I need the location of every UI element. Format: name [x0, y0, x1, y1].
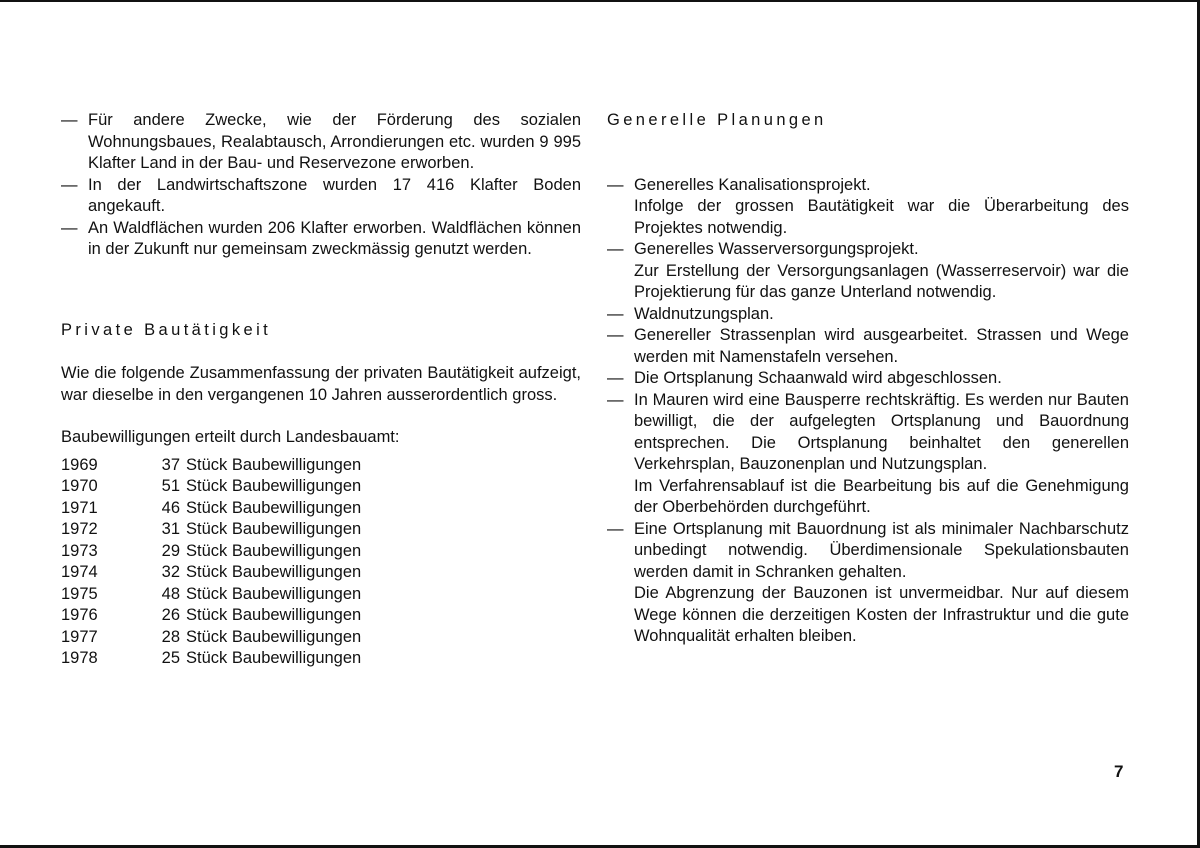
permit-year: 1970 [61, 477, 98, 495]
table-row [61, 455, 361, 477]
permit-year: 1978 [61, 649, 98, 667]
dash-bullet-marker: — [61, 175, 78, 194]
table-row [61, 584, 361, 606]
list-item-text: In der Landwirtschaftszone wurden 17 416 Klafter Boden angekauft. [88, 175, 581, 215]
list-item [607, 368, 1129, 390]
permit-count: 32 [161, 563, 180, 581]
permit-unit: Stück Baubewilligungen [186, 520, 362, 538]
right-column [607, 110, 1129, 648]
intro-paragraph: Wie die folgende Zusammenfassung der privaten Bautätigkeit aufzeigt, war dieselbe in den vergangenen 10 Jahren ausserordentlich gross. [61, 364, 581, 404]
list-item-text: Generelles Kanalisationsprojekt. [634, 175, 871, 194]
permit-count: 37 [161, 455, 180, 474]
page-number: 7 [1114, 762, 1124, 781]
permit-unit: Stück Baubewilligungen [186, 541, 362, 560]
permit-year: 1969 [61, 455, 98, 474]
list-item-text: Für andere Zwecke, wie der Förderung des sozialen Wohnungsbaues, Realabtausch, Arrondierungen etc. wurden 9 995 Klafter Land in der Bau- und Reservezone erworben. [88, 111, 581, 172]
permit-year: 1975 [61, 584, 98, 603]
list-item-text: Generelles Wasserversorgungsprojekt. [634, 240, 919, 258]
permit-count: 26 [161, 606, 180, 624]
list-item-text: Infolge der grossen Bautätigkeit war die Überarbeitung des Projektes notwendig. [634, 197, 1129, 237]
list-item [607, 175, 1129, 240]
list-item [607, 519, 1129, 648]
permit-year: 1971 [61, 498, 98, 517]
permit-count: 28 [161, 627, 180, 646]
permit-count: 29 [161, 541, 180, 560]
permit-unit: Stück Baubewilligungen [186, 477, 362, 495]
list-item-text: In Mauren wird eine Bausperre rechtskräftig. Es werden nur Bauten bewilligt, die der aufgelegten Ortsplanung und Bauordnung entsprechen. Die Ortsplanung beinhaltet den generellen Verkehrsplan, Bauzonenplan und Nutzungsplan. [634, 390, 1129, 473]
list-item [61, 218, 581, 261]
list-item-text: Im Verfahrensablauf ist die Bearbeitung bis auf die Genehmigung der Oberbehörden durchgeführt. [634, 476, 1129, 516]
section-heading-private-bautaetigkeit: Private Bautätigkeit [61, 320, 272, 339]
list-item [61, 110, 581, 175]
table-row [61, 498, 361, 520]
permit-count: 46 [161, 498, 180, 517]
list-item-text: Zur Erstellung der Versorgungsanlagen (Wasserreservoir) war die Projektierung für das ganze Unterland notwendig. [634, 261, 1129, 301]
dash-bullet-marker: — [61, 111, 78, 129]
table-row [61, 519, 361, 541]
list-item-text: Genereller Strassenplan wird ausgearbeitet. Strassen und Wege werden mit Namenstafeln versehen. [634, 326, 1129, 366]
permit-year: 1974 [61, 563, 98, 581]
dash-bullet-marker: — [607, 369, 624, 387]
permit-unit: Stück Baubewilligungen [186, 455, 362, 474]
permit-unit: Stück Baubewilligungen [186, 584, 362, 603]
permit-year: 1973 [61, 541, 98, 560]
dash-bullet-marker: — [607, 519, 624, 538]
permit-year: 1972 [61, 520, 98, 538]
list-item-text: Eine Ortsplanung mit Bauordnung ist als minimaler Nachbarschutz unbedingt notwendig. Überdimensionale Spekulationsbauten werden damit in Schranken gehalten. [634, 519, 1129, 581]
dash-bullet-marker: — [607, 326, 624, 344]
list-item-text: Waldnutzungsplan. [634, 304, 774, 323]
dash-bullet-marker: — [607, 175, 624, 194]
table-row [61, 562, 361, 584]
permits-table [61, 455, 361, 670]
table-row [61, 476, 361, 498]
permit-count: 51 [161, 477, 180, 495]
permit-count: 25 [161, 649, 180, 667]
list-item-text: Die Ortsplanung Schaanwald wird abgeschlossen. [634, 369, 1002, 387]
table-row [61, 627, 361, 649]
dash-bullet-marker: — [61, 218, 78, 237]
dash-bullet-marker: — [607, 240, 624, 258]
dash-bullet-marker: — [607, 390, 624, 409]
list-item-text: An Waldflächen wurden 206 Klafter erworben. Waldflächen können in der Zukunft nur gemeinsam zweckmässig genutzt werden. [88, 218, 581, 258]
left-column [61, 110, 581, 670]
list-item [607, 304, 1129, 326]
permit-unit: Stück Baubewilligungen [186, 606, 362, 624]
permit-count: 48 [161, 584, 180, 603]
dash-bullet-marker: — [607, 304, 624, 323]
permits-caption: Baubewilligungen erteilt durch Landesbauamt: [61, 428, 400, 446]
section-heading-generelle-planungen: Generelle Planungen [607, 111, 827, 129]
list-item [607, 390, 1129, 519]
table-row [61, 648, 361, 670]
table-row [61, 605, 361, 627]
permit-unit: Stück Baubewilligungen [186, 649, 362, 667]
table-row [61, 541, 361, 563]
permit-count: 31 [161, 520, 180, 538]
left-bullet-list [61, 110, 581, 261]
right-bullet-list [607, 175, 1129, 648]
permit-unit: Stück Baubewilligungen [186, 627, 362, 646]
permit-year: 1976 [61, 606, 98, 624]
permit-unit: Stück Baubewilligungen [186, 563, 362, 581]
list-item-text: Die Abgrenzung der Bauzonen ist unvermeidbar. Nur auf diesem Wege können die derzeitigen Kosten der Infrastruktur und die gute Wohnqualität erhalten bleiben. [634, 584, 1129, 645]
list-item [61, 175, 581, 218]
permit-year: 1977 [61, 627, 98, 646]
list-item [607, 325, 1129, 368]
permit-unit: Stück Baubewilligungen [186, 498, 362, 517]
list-item [607, 239, 1129, 304]
